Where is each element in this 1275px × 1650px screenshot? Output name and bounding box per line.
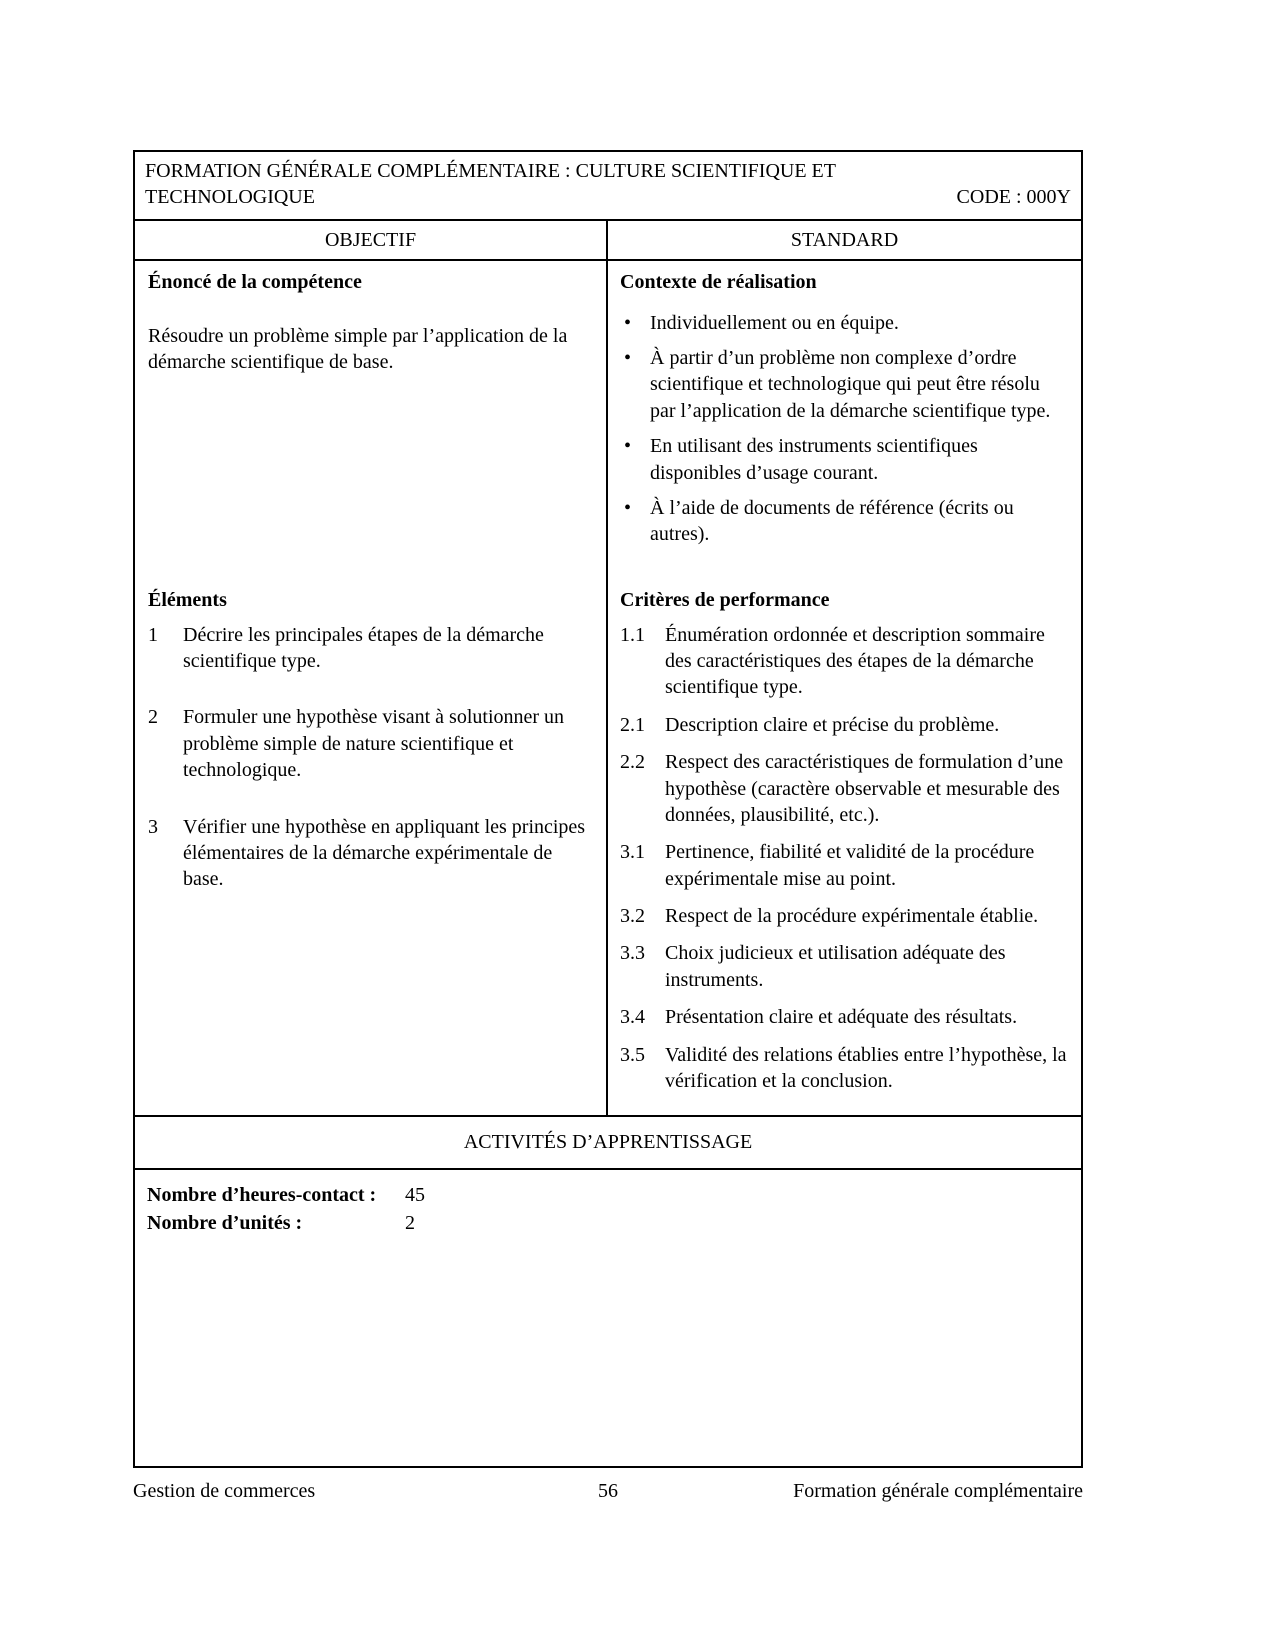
element-text: Vérifier une hypothèse en appliquant les principes élémentaires de la démarche expérimentale de base. <box>183 815 586 891</box>
critere-text: Pertinence, fiabilité et validité de la procédure expérimentale mise au point. <box>665 841 1035 890</box>
bullet-icon: • <box>624 346 632 369</box>
column-header-objectif: OBJECTIF <box>135 221 608 259</box>
hours-contact-label: Nombre d’heures-contact : <box>147 1183 377 1206</box>
bullet-icon: • <box>624 435 632 458</box>
contexte-item-text: Individuellement ou en équipe. <box>650 311 899 334</box>
critere-number: 3.2 <box>620 905 645 928</box>
bullet-icon: • <box>624 311 632 334</box>
critere-item <box>620 1042 1069 1095</box>
criteres-cell <box>608 579 1081 1115</box>
critere-number: 3.1 <box>620 841 645 864</box>
element-number: 1 <box>148 623 158 646</box>
critere-item <box>620 712 1069 738</box>
units-value: 2 <box>405 1212 415 1235</box>
critere-text: Choix judicieux et utilisation adéquate des instruments. <box>665 942 1006 991</box>
critere-item <box>620 940 1069 993</box>
hours-contact-line <box>147 1182 1069 1208</box>
critere-number: 3.5 <box>620 1043 645 1066</box>
critere-item <box>620 749 1069 828</box>
element-number: 2 <box>148 706 158 729</box>
footer-program-name: Gestion de commerces <box>133 1480 316 1502</box>
page-footer <box>133 1478 1083 1504</box>
contexte-heading: Contexte de réalisation <box>620 271 817 294</box>
elements-heading: Éléments <box>148 589 227 612</box>
contexte-item <box>620 433 1069 486</box>
element-text: Décrire les principales étapes de la démarche scientifique type. <box>183 623 544 672</box>
contexte-list <box>620 310 1069 548</box>
course-code: CODE : 000Y <box>956 186 1071 209</box>
course-description-table <box>133 150 1083 1468</box>
activities-info-cell <box>135 1170 1081 1466</box>
critere-number: 2.2 <box>620 751 645 774</box>
critere-text: Description claire et précise du problème. <box>665 713 1000 736</box>
contexte-item <box>620 495 1069 548</box>
element-number: 3 <box>148 815 158 838</box>
hours-contact-value: 45 <box>405 1183 425 1206</box>
criteres-heading: Critères de performance <box>620 589 830 612</box>
critere-number: 1.1 <box>620 623 645 646</box>
critere-item <box>620 839 1069 892</box>
bullet-icon: • <box>624 496 632 519</box>
critere-number: 3.3 <box>620 942 645 965</box>
critere-number: 2.1 <box>620 713 645 736</box>
critere-item <box>620 903 1069 929</box>
enonce-cell <box>135 261 608 579</box>
critere-text: Respect de la procédure expérimentale établie. <box>665 905 1039 928</box>
contexte-item <box>620 310 1069 336</box>
doc-title-line1: FORMATION GÉNÉRALE COMPLÉMENTAIRE : CULTURE SCIENTIFIQUE ET <box>145 160 836 182</box>
criteres-list <box>620 622 1069 1095</box>
units-line <box>147 1210 1069 1236</box>
critere-item <box>620 1004 1069 1030</box>
critere-text: Respect des caractéristiques de formulation d’une hypothèse (caractère observable et mesurable des données, plausibilité, etc.). <box>665 751 1064 826</box>
footer-section-name: Formation générale complémentaire <box>793 1480 1083 1502</box>
element-item <box>148 814 594 893</box>
doc-title-line2: TECHNOLOGIQUE <box>145 186 315 209</box>
table-title-cell <box>135 152 1081 219</box>
elements-list <box>148 622 594 893</box>
critere-text: Présentation claire et adéquate des résultats. <box>665 1006 1018 1029</box>
column-header-row <box>135 219 1081 259</box>
critere-text: Énumération ordonnée et description sommaire des caractéristiques des étapes de la démarche scientifique type. <box>665 623 1045 699</box>
table-body <box>135 259 1081 1115</box>
element-text: Formuler une hypothèse visant à solutionner un problème simple de nature scientifique et technologique. <box>183 706 565 782</box>
contexte-cell <box>608 261 1081 579</box>
contexte-item <box>620 345 1069 424</box>
enonce-text: Résoudre un problème simple par l’application de la démarche scientifique de base. <box>148 324 568 373</box>
activities-heading: ACTIVITÉS D’APPRENTISSAGE <box>135 1115 1081 1169</box>
contexte-item-text: À l’aide de documents de référence (écrits ou autres). <box>650 496 1014 546</box>
critere-item <box>620 622 1069 701</box>
contexte-item-text: À partir d’un problème non complexe d’ordre scientifique et technologique qui peut être résolu par l’application de la démarche scientifique type. <box>650 346 1051 422</box>
enonce-heading: Énoncé de la compétence <box>148 271 362 294</box>
page-number: 56 <box>598 1480 618 1502</box>
column-header-standard: STANDARD <box>790 228 899 251</box>
contexte-item-text: En utilisant des instruments scientifiques disponibles d’usage courant. <box>650 435 978 484</box>
element-item <box>148 704 594 783</box>
element-item <box>148 622 594 675</box>
critere-number: 3.4 <box>620 1006 645 1029</box>
units-label: Nombre d’unités : <box>147 1212 303 1235</box>
elements-cell <box>135 579 608 1115</box>
critere-text: Validité des relations établies entre l’hypothèse, la vérification et la conclusion. <box>665 1043 1067 1093</box>
